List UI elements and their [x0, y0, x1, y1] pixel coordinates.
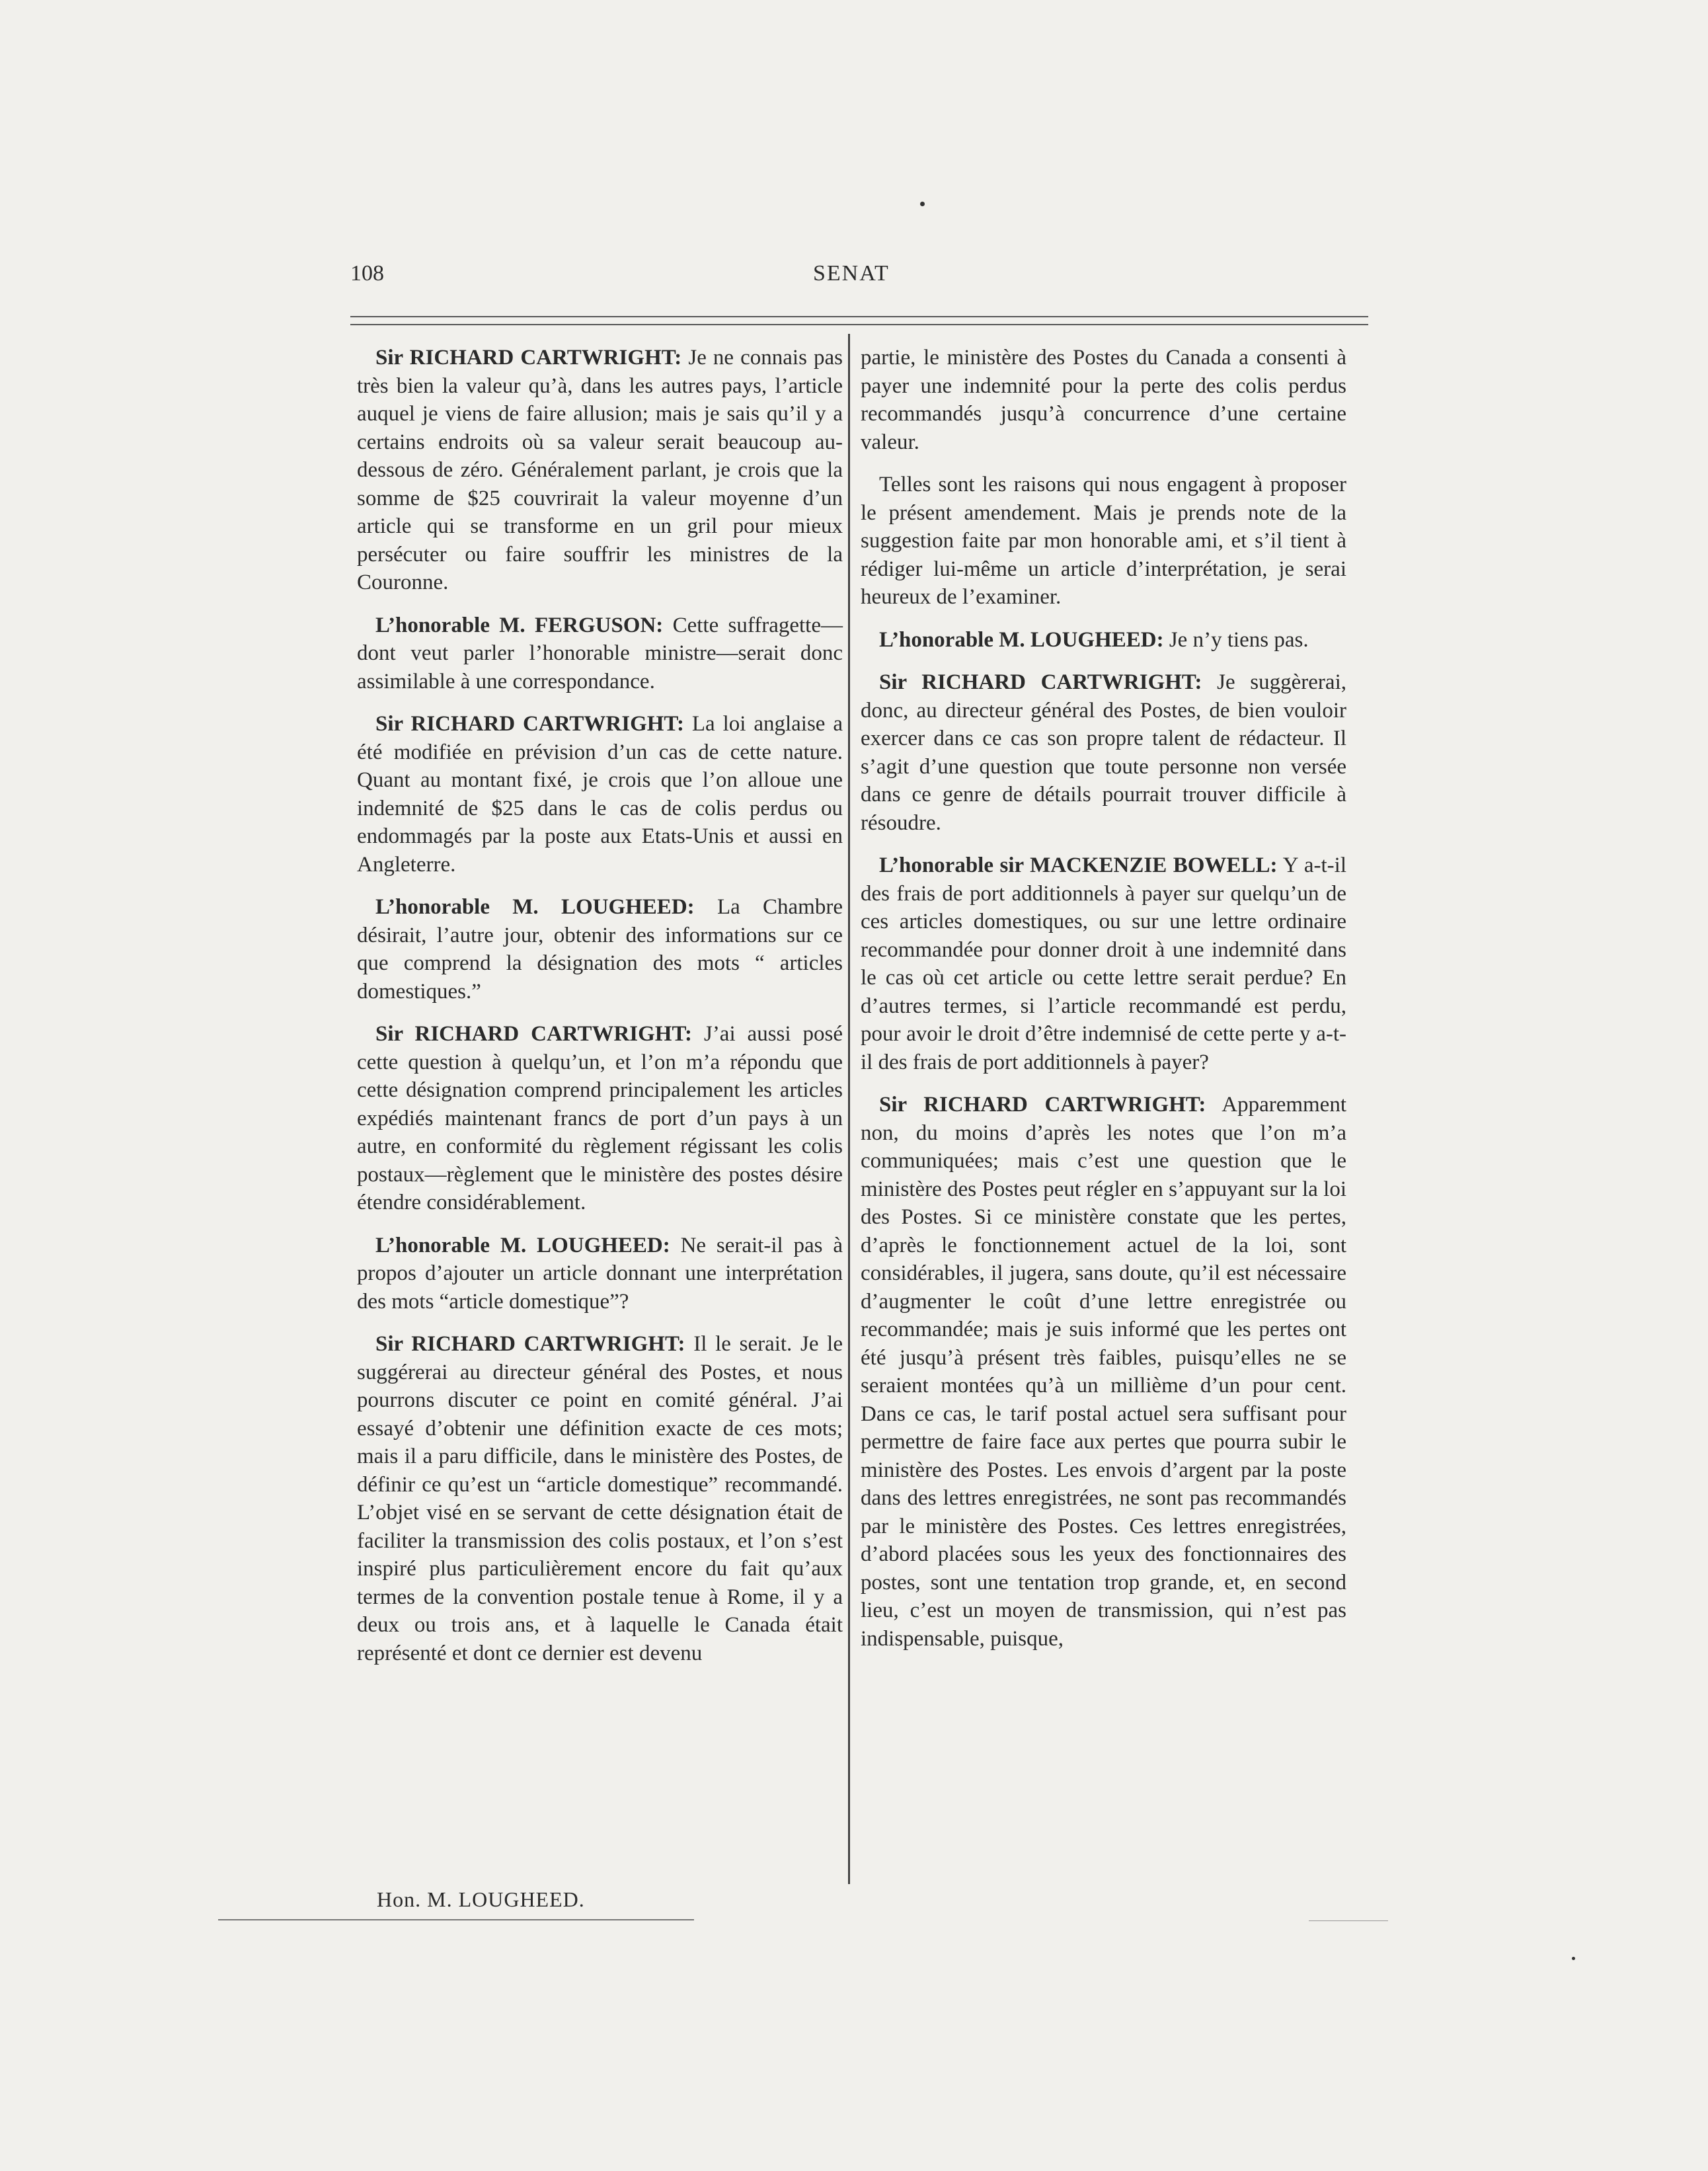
speaker-name: L’honorable M. FERGUSON:: [375, 613, 664, 637]
paragraph-text: J’ai aussi posé cette question à quelqu’un, et l’on m’a répondu que cette désignation comprend principalement les articles expédiés maintenant francs de port d’un pays à un autre, en conformité du règlement régissant les colis postaux—règlement que le ministère des postes désire étendre considérablement.: [357, 1022, 843, 1214]
speaker-name: Sir RICHARD CARTWRIGHT:: [879, 1093, 1206, 1117]
paragraph-text: La loi anglaise a été modifiée en prévision d’un cas de cette nature. Quant au montant fixé, je crois que l’on alloue une indemnité de $25 dans le cas de colis perdus ou endommagés par la poste aux Etats-Unis et aussi en Angleterre.: [357, 712, 843, 877]
footer-rule-right: [1309, 1920, 1388, 1921]
paragraph-text: Telles sont les raisons qui nous engagent à proposer le présent amendement. Mais je prends note de la suggestion faite par mon honorable ami, et s’il tient à rédiger lui-même un article d’interprétation, je serai heureux de l’examiner.: [861, 473, 1346, 609]
running-head: SENAT: [813, 261, 890, 286]
paragraph-text: Cette suffragette—dont veut parler l’honorable ministre—serait donc assimilable à une correspondance.: [357, 613, 843, 693]
footer-rule: [218, 1919, 694, 1920]
paragraph-text: Apparemment non, du moins d’après les notes que l’on m’a communiquées; mais c’est une question que le ministère des Postes peut régler en s’appuyant sur la loi des Postes. Si ce ministère constate que les pertes, d’après le fonctionnement actuel de la loi, sont considérables, il jugera, sans doute, qu’il est nécessaire d’augmenter le coût d’une lettre enregistrée ou recommandée; mais je suis informé que les pertes ont été jusqu’à présent très faibles, puisqu’elles ne se seraient montées qu’à un millième d’un pour cent. Dans ce cas, le tarif postal actuel sera suffisant pour permettre de faire face aux pertes que pourra subir le ministère des Postes. Les envois d’argent par la poste dans des lettres enregistrées, ne sont pas recommandés par le ministère des Postes. Ces lettres enregistrées, d’abord placées sous les yeux des fonctionnaires des postes, sont une tentation trop grande, et, en second lieu, c’est un moyen de transmission, qui n’est pas indispensable, puisque,: [861, 1093, 1346, 1651]
speaker-name: L’honorable sir MACKENZIE BOWELL:: [879, 853, 1278, 877]
page-header: [350, 261, 1368, 301]
paragraph: [357, 1020, 843, 1217]
speaker-name: Sir RICHARD CARTWRIGHT:: [375, 346, 682, 370]
paragraph-text: Je suggèrerai, donc, au directeur général des Postes, de bien vouloir exercer dans ce cas son propre talent de rédacteur. Il s’agit d’une question que toute personne non versée dans ce genre de détails pourrait trouver difficile à résoudre.: [861, 670, 1346, 835]
right-column: [861, 344, 1346, 1667]
speaker-name: L’honorable M. LOUGHEED:: [375, 1233, 670, 1257]
scan-speck: [920, 202, 925, 206]
speaker-name: Sir RICHARD CARTWRIGHT:: [375, 1332, 685, 1356]
speaker-name: L’honorable M. LOUGHEED:: [879, 627, 1164, 652]
footer-speaker-name: Hon. M. LOUGHEED.: [377, 1887, 585, 1911]
paragraph-text: Je n’y tiens pas.: [1163, 627, 1309, 652]
speaker-name: Sir RICHARD CARTWRIGHT:: [375, 712, 684, 736]
paragraph: [861, 344, 1346, 456]
paragraph-text: Y a-t-il des frais de port additionnels à payer sur quelqu’un de ces articles domestiques, ou sur une lettre ordinaire recommandée pour donner droit à une indemnité dans le cas où cet article ou cette lettre serait perdue? En d’autres termes, si l’article recommandé est perdu, pour avoir le droit d’être indemnisé de cette perte y a-t-il des frais de port additionnels à payer?: [861, 853, 1346, 1074]
paragraph-text: Je ne connais pas très bien la valeur qu’à, dans les autres pays, l’article auquel je viens de faire allusion; mais je sais qu’il y a certains endroits où sa valeur serait beaucoup au-dessous de zéro. Généralement parlant, je crois que la somme de $25 couvrirait la valeur moyenne d’un article qui se transforme en un gril pour mieux persécuter ou faire souffrir les ministres de la Couronne.: [357, 346, 843, 594]
paragraph-text: Il le serait. Je le suggérerai au directeur général des Postes, et nous pourrons discuter ce point en comité général. J’ai essayé d’obtenir une définition exacte de ces mots; mais il a paru difficile, dans le ministère des Postes, de définir ce qu’est un “article domestique” recommandé. L’objet visé en se servant de cette désignation était de faciliter la transmission des colis postaux, et l’on s’est inspiré plus particulièrement encore du fait qu’aux termes de la convention postale tenue à Rome, il y a deux ou trois ans, et à laquelle le Canada était représenté et dont ce dernier est devenu: [357, 1332, 843, 1665]
paragraph: [357, 893, 843, 1006]
paragraph-text: Ne serait-il pas à propos d’ajouter un article donnant une interprétation des mots “article domestique”?: [357, 1233, 843, 1314]
header-rule: [350, 316, 1368, 325]
speaker-name: Sir RICHARD CARTWRIGHT:: [375, 1022, 693, 1046]
paragraph: [357, 710, 843, 879]
paragraph: [861, 1091, 1346, 1653]
paragraph: [861, 668, 1346, 837]
page-number: 108: [350, 261, 384, 286]
paragraph-text: La Chambre désirait, l’autre jour, obtenir des informations sur ce que comprend la désignation des mots “ articles domestiques.”: [357, 895, 843, 1004]
paragraph-text: partie, le ministère des Postes du Canada a consenti à payer une indemnité pour la perte des colis perdus recommandés jusqu’à concurrence d’une certaine valeur.: [861, 346, 1346, 454]
speaker-name: Sir RICHARD CARTWRIGHT:: [879, 670, 1202, 694]
left-column: [357, 344, 843, 1682]
paragraph: [861, 471, 1346, 612]
paragraph: [861, 851, 1346, 1076]
paragraph: [357, 1330, 843, 1667]
paragraph: [357, 1232, 843, 1316]
paragraph: [357, 612, 843, 696]
paragraph: [861, 626, 1346, 654]
speaker-name: L’honorable M. LOUGHEED:: [375, 895, 695, 919]
paragraph: [357, 344, 843, 597]
scan-speck: [1572, 1957, 1575, 1960]
column-divider: [848, 334, 850, 1884]
